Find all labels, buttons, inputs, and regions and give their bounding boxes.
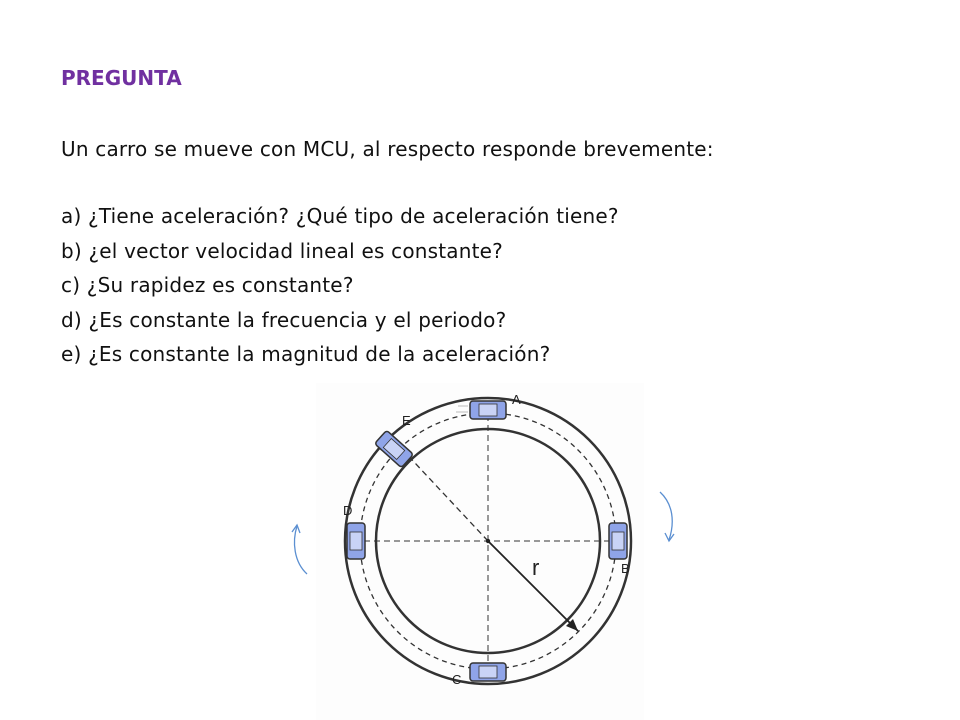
label-b: B <box>621 561 630 576</box>
label-d: D <box>343 503 353 518</box>
car-b <box>609 523 627 559</box>
car-c <box>470 663 506 681</box>
label-e: E <box>402 413 411 428</box>
slide-heading: PREGUNTA <box>61 66 182 90</box>
car-a <box>456 401 506 419</box>
right-curved-arrow-icon <box>656 490 680 546</box>
left-curved-arrow-icon <box>288 520 312 576</box>
question-list <box>61 202 619 375</box>
question-d: d) ¿Es constante la frecuencia y el periodo? <box>61 307 507 332</box>
radius-label: r <box>532 555 540 580</box>
car-d <box>347 523 365 559</box>
label-c: C <box>452 672 462 687</box>
radius-to-e-dashed <box>400 447 488 541</box>
circular-track-figure <box>316 383 644 720</box>
question-e: e) ¿Es constante la magnitud de la aceleración? <box>61 342 551 366</box>
question-b: b) ¿el vector velocidad lineal es constante? <box>61 238 503 263</box>
circular-track-diagram <box>316 383 644 720</box>
question-intro: Un carro se mueve con MCU, al respecto responde brevemente: <box>61 137 714 161</box>
question-a: a) ¿Tiene aceleración? ¿Qué tipo de aceleración tiene? <box>61 204 619 228</box>
question-c: c) ¿Su rapidez es constante? <box>61 273 354 297</box>
label-a: A <box>512 392 521 407</box>
